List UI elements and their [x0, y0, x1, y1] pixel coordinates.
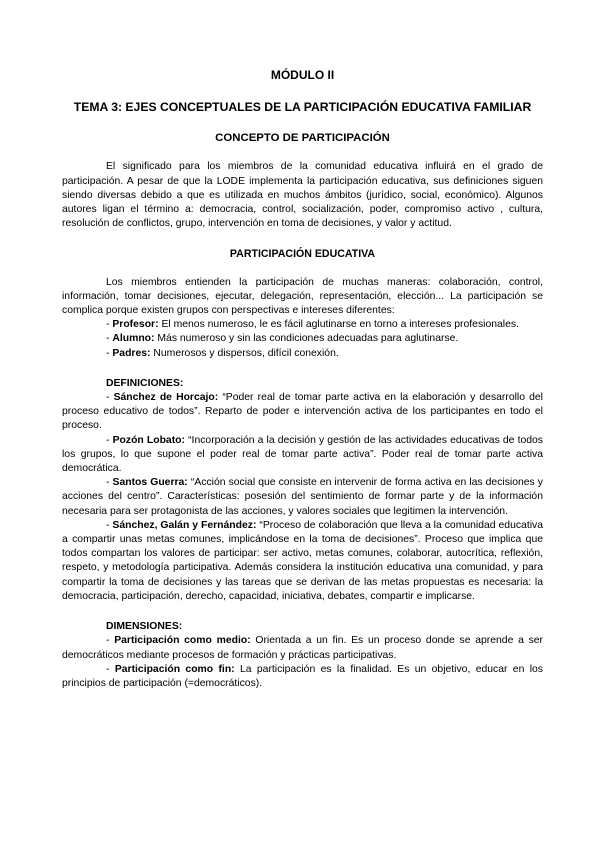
definition-author: Pozón Lobato:	[112, 434, 185, 446]
participant-label: Alumno:	[112, 333, 155, 345]
definition-author: Santos Guerra:	[112, 477, 188, 489]
participant-label: Padres:	[112, 347, 151, 359]
participants-list	[62, 318, 543, 361]
list-item	[62, 634, 543, 662]
participant-text: Más numeroso y sin las condiciones adecuadas para aglutinarse.	[157, 333, 459, 345]
dimension-label: Participación como fin:	[114, 663, 235, 675]
definitions-heading: DEFINICIONES:	[106, 377, 184, 389]
definition-text: “Incorporación a la decisión y gestión de las actividades educativas de todos los grupos, lo que supone el poder real de tomar parte activa”. Poder real de tomar parte activa democrática.	[62, 434, 543, 475]
dimensions-list	[62, 634, 543, 691]
list-item	[62, 391, 543, 434]
list-item	[62, 663, 543, 691]
definition-text: “Poder real de tomar parte activa en la elaboración y desarrollo del proceso educativo de todos”. Reparto de poder e intervención activa de los participantes en todo el proceso.	[62, 392, 543, 432]
participation-paragraph: Los miembros entienden la participación de muchas maneras: colaboración, control, información, tomar decisiones, ejecutar, delegación, representación, elección... La participación se complica porque existen grupos con perspectivas e intereses diferentes:	[62, 276, 543, 317]
theme-title: TEMA 3: EJES CONCEPTUALES DE LA PARTICIPACIÓN EDUCATIVA FAMILIAR	[73, 100, 532, 115]
list-item	[62, 434, 543, 477]
participant-text: El menos numeroso, le es fácil aglutinarse en torno a intereses profesionales.	[161, 319, 519, 331]
list-item	[62, 476, 543, 519]
dimension-text: Orientada a un fin. Es un proceso donde se aprende a ser democráticos mediante procesos de formación y prácticas participativas.	[62, 635, 544, 661]
item-prefix: -	[106, 392, 114, 404]
item-prefix: -	[106, 333, 113, 345]
concept-paragraph: El significado para los miembros de la comunidad educativa influirá en el grado de participación. A pesar de que la LODE implementa la participación educativa, sus definiciones siguen siendo diversas debido a que es utilizada en muchos ámbitos (jurídico, social, económico). Algunos autores ligan el término a: democracia, control, socialización, poder, compromiso activo , cultura, resolución de conflictos, grupo, intervención en toma de decisiones, y valor y actitud.	[62, 161, 543, 230]
module-title: MÓDULO II	[270, 68, 335, 82]
dimensions-heading: DIMENSIONES:	[106, 621, 183, 633]
list-item	[62, 347, 543, 361]
item-prefix: -	[106, 663, 115, 675]
participation-heading: PARTICIPACIÓN EDUCATIVA	[229, 248, 376, 261]
definition-text: “Proceso de colaboración que lleva a la comunidad educativa a compartir unas metas comunes, implicándose en la toma de decisiones”. Proceso que implica que todos compartan los valores de participar: ser activo, metas comunes, colaborar, autocrítica, reflexión, respeto, y metodología participativa. Además considera la institución educativa una comunidad, y para compartir la toma de decisiones y las tareas que se derivan de las metas propuestas es necesaria: la democracia, participación, derecho, capacidad, iniciativa, debates, compartir e implicarse.	[62, 519, 543, 602]
dimension-label: Participación como medio:	[114, 635, 251, 647]
definition-author: Sánchez de Horcajo:	[113, 392, 219, 404]
definition-author: Sánchez, Galán y Fernández:	[112, 519, 257, 531]
item-prefix: -	[106, 477, 113, 489]
participant-text: Numerosos y dispersos, difícil conexión.	[153, 347, 339, 359]
item-prefix: -	[106, 319, 113, 331]
concept-heading: CONCEPTO DE PARTICIPACIÓN	[215, 132, 390, 145]
item-prefix: -	[106, 519, 113, 531]
list-item	[62, 318, 543, 332]
dimension-text: La participación es la finalidad. Es un objetivo, educar en los principios de participación (=democráticos).	[62, 663, 543, 689]
definitions-list	[62, 391, 543, 604]
item-prefix: -	[106, 434, 113, 446]
item-prefix: -	[106, 347, 113, 359]
list-item	[62, 519, 543, 604]
item-prefix: -	[106, 635, 115, 647]
definition-text: “Acción social que consiste en intervenir de forma activa en las decisiones y acciones del centro”. Características: posesión del sentimiento de formar parte y de la información necesaria para ser protagonista de las acciones, y valores sociales que legitimen la intervención.	[62, 477, 543, 517]
participant-label: Profesor:	[112, 319, 159, 331]
list-item	[62, 332, 543, 346]
